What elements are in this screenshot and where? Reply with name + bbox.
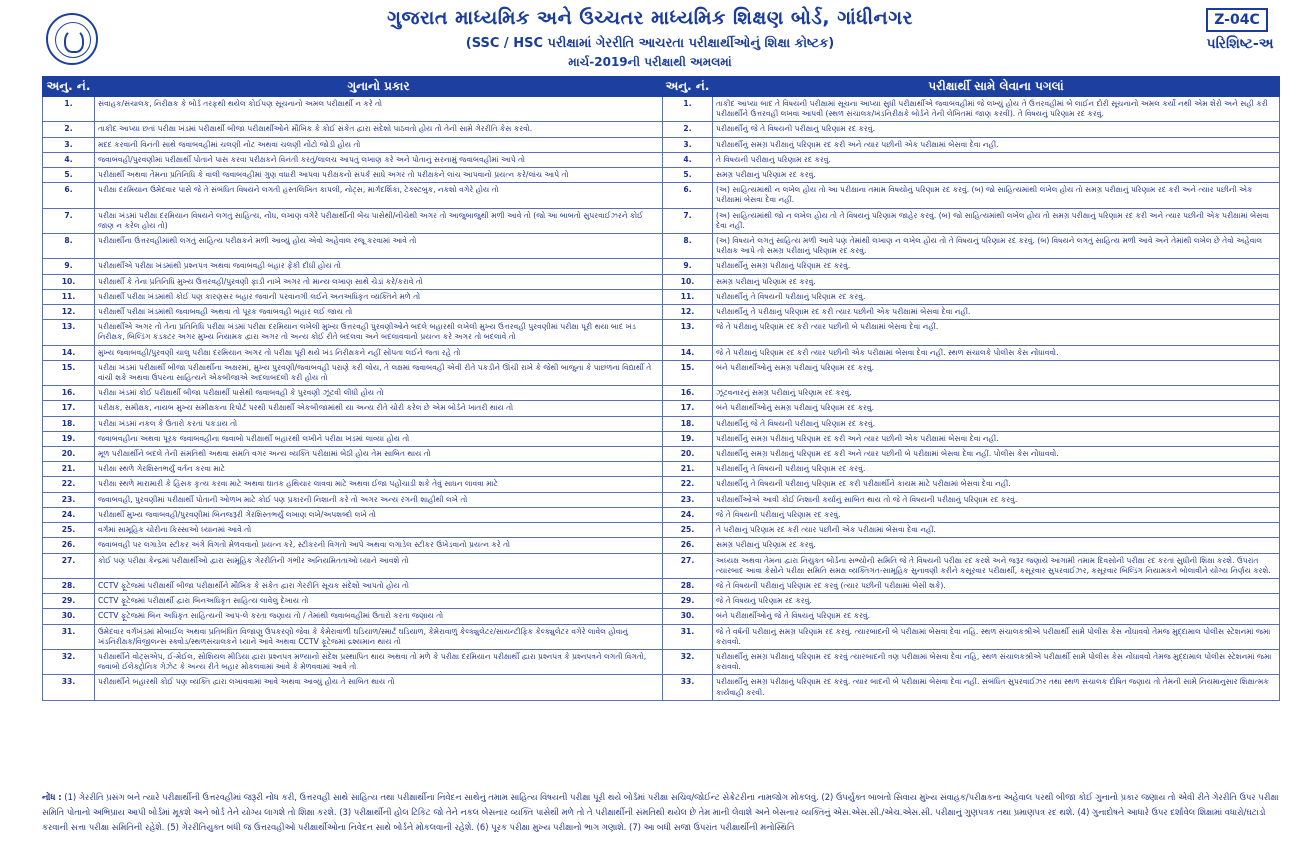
row-action-text: બંને પરીક્ષાર્થીઓનું સમગ્ર પરીક્ષાનું પરિણામ રદ કરવું. [713,401,1280,416]
table-row [43,507,1280,522]
row-serial-no: 33. [43,675,95,700]
row-offence-text: ઉમેદવાર વર્ગખંડમાં મોબાઈલ અથવા પ્રતિબંધિત વિજાણુ ઉપકરણો જેવા કે કેમેરાવાળી ઘડિયાળ/સ્માર્ટ ઘડિયાળ, કેમેરાવાળું કેલ્ક્યુલેટર/સાયન્ટીફિક કેલ્ક્યુલેટર વગેરે લાવેલ હોવાનું ખંડનિરીક્ષક/વિજીલન્સ સ્ક્વોડ/સ્થળસંચાલકને ધ્યાને આવે અથવા CCTV ફૂટેજમાં દ્રશ્યમાન થાય તો [95,624,663,649]
row-offence-text: પરીક્ષા ખંડમાં નકલ કે ઉતારો કરતાં પકડાય તો [95,416,663,431]
header-action-taken: પરીક્ષાર્થી સામે લેવાના પગલાં [713,77,1280,97]
row-serial-no: 27. [43,553,95,578]
row-serial-no: 15. [43,360,95,385]
table-row [43,401,1280,416]
row-serial-no-2: 32. [663,649,713,674]
row-serial-no: 32. [43,649,95,674]
row-serial-no-2: 14. [663,345,713,360]
row-serial-no-2: 1. [663,97,713,122]
row-action-text: તે પરીક્ષાનું પરિણામ રદ કરી ત્યાર પછીની એક પરીક્ષામાં બેસવા દેવા નહીં. [713,523,1280,538]
table-row [43,462,1280,477]
table-row [43,208,1280,233]
row-serial-no-2: 15. [663,360,713,385]
effective-date: માર્ચ-2019ની પરીક્ષાથી અમલમાં [568,55,732,69]
row-offence-text: CCTV ફૂટેજમાં પરીક્ષાર્થી બીજા પરીક્ષાર્થીને મૌખિક કે સંકેત દ્વારા ગેરરીતિ સૂચક સંદેશો આપતો હોય તો [95,578,663,593]
row-serial-no-2: 29. [663,594,713,609]
row-offence-text: પરીક્ષા સ્થળે ગેરશિસ્તભર્યું વર્તન કરવા માટે [95,462,663,477]
row-offence-text: CCTV ફૂટેજમાં બિન અધિકૃત સાહિત્યની આપ-લે કરતા જણાય તો / તેમાંથી જવાબવહીમાં ઉતારો કરતા જણાય તો [95,609,663,624]
row-serial-no-2: 11. [663,289,713,304]
row-serial-no-2: 8. [663,234,713,259]
row-serial-no-2: 28. [663,578,713,593]
row-offence-text: જવાબવહીના અથવા પૂરક જવાબવહીના જવાબો પરીક્ષાર્થી બહારથી લખીને પરીક્ષા ખંડમાં લાવ્યા હોય તો [95,431,663,446]
table-row [43,609,1280,624]
row-action-text: અધ્યક્ષ અથવા તેમના દ્વારા નિયુક્ત બોર્ડના સભ્યોની સમિતિ જે તે વિષયની પરીક્ષા રદ કરશે અને જરૂર જણાયે આગામી તમામ દિવસોની પરીક્ષા રદ કરતાં સુધીની શિક્ષા કરશે. ઉપરાંત ત્યારબાદ આવા કેસોને પરીક્ષા સમિતિ સમક્ષ વ્યક્તિગત-સામૂહિક સુનાવણી કરીને કસૂરવાર પરીક્ષાર્થી, કસૂરવાર સુપરવાઈઝર, કસૂરવાર બિલ્ડિંગ નિયામકને બોલાવીને યોગ્ય નિર્ણય કરશે. [713,553,1280,578]
table-row [43,578,1280,593]
row-serial-no: 25. [43,523,95,538]
table-header-row [43,77,1280,97]
row-action-text: પરીક્ષાર્થીનું સમગ્ર પરીક્ષાનું પરિણામ રદ કરવું. ત્યાર બાદની બે પરીક્ષામાં બેસવા દેવા નહીં. સંબંધિત સુપરવાઈઝર તથા સ્થળ સંચાલક દોષિત જણાય તો તેમની સામે નિયમાનુસાર શિક્ષાત્મક કાર્યવાહી કરવી. [713,675,1280,700]
row-serial-no: 31. [43,624,95,649]
row-action-text: જે તે વિષયનું પરિણામ રદ કરવું. [713,594,1280,609]
row-serial-no: 16. [43,386,95,401]
row-serial-no: 24. [43,507,95,522]
row-serial-no: 11. [43,289,95,304]
row-offence-text: વર્ગમાં સામૂહિક ચોરીના કિસ્સાઓ ધ્યાનમાં આવે તો [95,523,663,538]
row-serial-no-2: 18. [663,416,713,431]
appendix-label: પરિશિષ્ટ-અ [1206,36,1274,52]
row-serial-no: 23. [43,492,95,507]
row-serial-no-2: 33. [663,675,713,700]
row-action-text: પરીક્ષાર્થીનું તે વિષયની પરીક્ષાનું પરિણામ રદ કરવું. [713,462,1280,477]
table-row [43,305,1280,320]
row-action-text: જે તે વિષયની પરીક્ષાનું પરિણામ રદ કરવું. [713,507,1280,522]
row-offence-text: મદદ કરવાની વિનંતી સાથે જવાબવહીમાં ચલણી નોટ અથવા ચલણી નોટો જોડી હોય તો [95,137,663,152]
row-action-text: પરીક્ષાર્થીનું સમગ્ર પરીક્ષાનું પરિણામ રદ કરવું. [713,259,1280,274]
row-offence-text: પરીક્ષાર્થી મુખ્ય જવાબવહી/પુરવણીમાં બિનજરૂરી ગેરશિસ્તભર્યું લખાણ લખે/અપશબ્દો લખે તો [95,507,663,522]
table-row [43,152,1280,167]
row-offence-text: પરીક્ષાર્થી પરીક્ષા ખંડમાંથી કોઈ પણ કારણસર બહાર જવાની પરવાનગી લઈને અનઅધિકૃત વ્યક્તિને મળે તો [95,289,663,304]
notes-section [42,790,1279,835]
document-header [0,0,1316,72]
row-serial-no-2: 16. [663,386,713,401]
row-serial-no-2: 2. [663,122,713,137]
row-action-text: બંને પરીક્ષાર્થીઓનું સમગ્ર પરીક્ષાનું પરિણામ રદ કરવું. [713,360,1280,385]
row-serial-no: 4. [43,152,95,167]
row-offence-text: પરીક્ષક, સમીક્ષક, નાયબ મુખ્ય સમીક્ષકના રિપોર્ટ પરથી પરીક્ષાર્થી એકબીજામાંથી યા અન્ય રીતે ચોરી કરેલ છે એમ બોર્ડને ખાતરી થાય તો [95,401,663,416]
table-row [43,97,1280,122]
row-serial-no: 13. [43,320,95,345]
row-serial-no-2: 13. [663,320,713,345]
row-offence-text: પરીક્ષાર્થીને વોટ્સએપ, ઈ-મેઈલ, સોશિયલ મીડિયા દ્વારા પ્રશ્નપત્ર મળ્યાનો સંદેશ પ્રસ્થાપિત થાય અથવા તો મળે કે પરીક્ષા દરમિયાન પરીક્ષાર્થી દ્વારા પ્રશ્નપત્ર કે પ્રશ્નપત્રને લગતી વિગતો, જવાબો ઈલેક્ટ્રોનિક ગેઝેટ કે અન્ય રીતે બહાર મોકલવામાં આવે કે મેળવવામાં આવે તો [95,649,663,674]
row-action-text: સમગ્ર પરીક્ષાનું પરિણામ રદ કરવું. [713,168,1280,183]
header-serial-no: અનુ. નં. [43,77,95,97]
row-offence-text: પરીક્ષા ખંડમાં કોઈ પરીક્ષાર્થી બીજા પરીક્ષાર્થી પાસેથી જવાબવહી કે પુરવણી ઝૂંટવી લીધી હોય તો [95,386,663,401]
row-action-text: પરીક્ષાર્થીનું જે તે વિષયની પરીક્ષાનું પરિણામ રદ કરવું. [713,416,1280,431]
table-row [43,447,1280,462]
table-row [43,274,1280,289]
table-row [43,168,1280,183]
row-action-text: પરીક્ષાર્થીનું સમગ્ર પરીક્ષાનું પરિણામ રદ કરવું ત્યારબાદની ત્રણ પરીક્ષામાં બેસવા દેવા નહિ, સ્થળ સંચાલકશ્રીએ પરીક્ષાર્થી સામે પોલીસ કેસ નોંધાવવો તેમજ મુદ્દામાલ પોલીસ સ્ટેશનમાં જમા કરાવવો. [713,649,1280,674]
row-action-text: સમગ્ર પરીક્ષાનું પરિણામ રદ કરવું. [713,538,1280,553]
row-serial-no: 21. [43,462,95,477]
row-offence-text: મુખ્ય જવાબવહી/પુરવણી ચાલુ પરીક્ષા દરમિયાન અગર તો પરીક્ષા પૂરી થયે ખંડ નિરીક્ષકને નહીં સોંપતા લઈને જતા રહે તો [95,345,663,360]
row-serial-no: 7. [43,208,95,233]
row-offence-text: પરીક્ષાર્થીએ અગર તો તેના પ્રતિનિધિ પરીક્ષા ખંડમાં પરીક્ષા દરમિયાન લખેલી મુખ્ય ઉત્તરવહી પુરવણીઓને બદલે બહારથી લખેલી મુખ્ય ઉત્તરવહી પુરવણીમાં પરીક્ષા પૂરી થયા બાદ ખંડ નિરીક્ષક, બિલ્ડિંગ કંડક્ટર અગર મુખ્ય નિયામક દ્વારા અગર તો અન્ય કોઈ રીતે બદલવા અને બદલાવવાનો પ્રયત્ન કરે અગર તો બદલાવે તો [95,320,663,345]
penalty-table-wrapper [42,76,1279,701]
row-serial-no-2: 4. [663,152,713,167]
row-offence-text: પરીક્ષા દરમિયાન ઉમેદવાર પાસે જે તે સંબંધિત વિષયને લગતી હસ્તલિખિત કાપલી, નોટ્સ, માર્ગદર્શિકા, ટેક્સ્ટબુક, નકશો વગેરે હોય તો [95,183,663,208]
table-row [43,259,1280,274]
row-action-text: પરીક્ષાર્થીનું સમગ્ર પરીક્ષાનું પરિણામ રદ કરી અને ત્યાર પછીની એક પરીક્ષામાં બેસવા દેવા નહીં. [713,431,1280,446]
row-offence-text: પરીક્ષાર્થી અથવા તેમના પ્રતિનિધિ કે વાલી જવાબવહીમાં ગુણ વધારી આપવા પરીક્ષકનો સંપર્ક સાધે અગર તો પરીક્ષકને લાંચ આપવાનો પ્રયત્ન કરે/લાંચ આપે તો [95,168,663,183]
table-row [43,386,1280,401]
row-serial-no-2: 23. [663,492,713,507]
table-row [43,523,1280,538]
row-action-text: જે તે પરીક્ષાનું પરિણામ રદ કરી ત્યાર પછીની એક પરીક્ષામાં બેસવા દેવા નહીં. સ્થળ સંચાલકે પોલીસ કેસ નોંધાવવો. [713,345,1280,360]
row-serial-no: 30. [43,609,95,624]
row-serial-no: 10. [43,274,95,289]
table-row [43,431,1280,446]
row-action-text: પરીક્ષાર્થીઓએ આવી કોઈ નિશાની કર્યાનું સાબિત થાય તો જે તે વિષયની પરીક્ષાનું પરિણામ રદ કરવું. [713,492,1280,507]
row-action-text: તાકીદ આપ્યા બાદ તે વિષયની પરીક્ષામાં સૂચના આપ્યા સુધી પરીક્ષાર્થીએ જવાબવહીમાં જે લખ્યું હોય તે ઉત્તરવહીમાં બે લાઈન દોરી સૂચનાનો અમલ કર્યો નથી એમ શેરો અને સહી કરી પરીક્ષાર્થીને ઉત્તરવહી લખવા આપવી (સ્થળ સંચાલક/ખંડનિરીક્ષકે બોર્ડને તેની લેખિતમાં જાણ કરવી). તે વિષયનું પરિણામ રદ કરવું. [713,97,1280,122]
row-serial-no: 17. [43,401,95,416]
row-action-text: જે તે પરીક્ષાનું પરિણામ રદ કરી ત્યાર પછીની બે પરીક્ષામાં બેસવા દેવા નહીં. [713,320,1280,345]
table-row [43,122,1280,137]
row-serial-no-2: 9. [663,259,713,274]
row-serial-no-2: 12. [663,305,713,320]
row-offence-text: CCTV ફૂટેજમાં પરીક્ષાર્થી દ્વારા બિનઅધિકૃત સાહિત્ય લાવેલું દેખાય તો [95,594,663,609]
table-row [43,289,1280,304]
header-serial-no-2: અનુ. નં. [663,77,713,97]
row-offence-text: પરીક્ષાર્થીએ પરીક્ષા ખંડમાંથી પ્રશ્નપત્ર અથવા જવાબવહી બહાર ફેંકી દીધી હોય તો [95,259,663,274]
row-serial-no-2: 31. [663,624,713,649]
header-offence-type: ગુનાનો પ્રકાર [95,77,663,97]
row-offence-text: મૂળ પરીક્ષાર્થીને બદલે તેની સંમતિથી અથવા સંમતિ વગર અન્ય વ્યક્તિ પરીક્ષામાં બેઠી હોય તેમ સાબિત થાય તો [95,447,663,462]
document-subtitle: (SSC / HSC પરીક્ષામાં ગેરરીતિ આચરતા પરીક્ષાર્થીઓનું શિક્ષા કોષ્ટક) [465,36,835,51]
row-serial-no: 18. [43,416,95,431]
row-offence-text: પરીક્ષાર્થી પરીક્ષા ખંડમાંથી જવાબવહી અથવા તો પૂરક જવાબવહી બહાર લઈ જાય તો [95,305,663,320]
row-serial-no: 3. [43,137,95,152]
table-row [43,538,1280,553]
table-row [43,137,1280,152]
row-serial-no-2: 27. [663,553,713,578]
row-action-text: જે તે વિષયની પરીક્ષાનું પરિણામ રદ કરવું (ત્યાર પછીની પરીક્ષામાં બેસી શકે). [713,578,1280,593]
row-serial-no: 29. [43,594,95,609]
row-action-text: જે તે વર્ષની પરીક્ષાનું સમગ્ર પરિણામ રદ કરવું. ત્યારબાદની બે પરીક્ષામાં બેસવા દેવા નહિ. સ્થળ સંચાલકશ્રીએ પરીક્ષાર્થી સામે પોલીસ કેસ નોંધાવવો તેમજ મુદ્દામાલ પોલીસ સ્ટેશનમાં જમા કરાવવો. [713,624,1280,649]
row-serial-no-2: 22. [663,477,713,492]
row-offence-text: જવાબવહી, પુરવણીમાં પરીક્ષાર્થી પોતાની ઓળખ માટે કોઈ પણ પ્રકારની નિશાની કરે તો અગર અન્ય રંગની શાહીથી લખે તો [95,492,663,507]
row-action-text: તે વિષયની પરીક્ષાનું પરિણામ રદ કરવું. [713,152,1280,167]
row-action-text: પરીક્ષાર્થીનું સમગ્ર પરીક્ષાનું પરિણામ રદ કરી અને ત્યાર પછીની બે પરીક્ષામાં બેસવા દેવા નહીં. પોલીસ કેસ નોંધાવવો. [713,447,1280,462]
row-serial-no-2: 20. [663,447,713,462]
row-action-text: બંને પરીક્ષાર્થીઓનું જે તે વિષયનું પરિણામ રદ કરવું. [713,609,1280,624]
table-row [43,360,1280,385]
table-row [43,183,1280,208]
row-action-text: પરીક્ષાર્થીનું તે વિષયની પરીક્ષાનું પરિણામ રદ કરવું. [713,289,1280,304]
row-offence-text: પરીક્ષા ખંડમાં પરીક્ષાર્થી બીજા પરીક્ષાર્થીના અક્ષરમાં, મુખ્ય પુરવણી/જવાબવહી પરાણે કરી લોય, તે લક્ષમાં જવાબવહી એવી રીતે પકડીને ઊંચી રાખે કે જેથી બાજુના કે પાછળના વિદ્યાર્થી તે વાંચી શકે અથવા ઉપરના સાહિત્યને એકબીજાએ અદલાબદલી કરી હોય તો [95,360,663,385]
row-action-text: (અ) વિષયને લગતું સાહિત્ય મળી આવે પણ તેમાંથી લખાણ ન લખેલ હોય તો તે વિષયનું પરિણામ રદ કરવું. (બ) વિષયને લગતું સાહિત્ય મળી આવે અને તેમાંથી લખેલ છે તેવો અહેવાલ પરીક્ષક આપે તો સમગ્ર પરીક્ષાનું પરિણામ રદ કરવું. [713,234,1280,259]
row-serial-no: 12. [43,305,95,320]
row-serial-no: 6. [43,183,95,208]
row-action-text: (અ) સાહિત્યમાંથી ન લખેલ હોય તો આ પરીક્ષાના તમામ વિષયોનું પરિણામ રદ કરવું. (બ) જો સાહિત્યમાંથી લખેલ હોય તો સમગ્ર પરીક્ષાનું પરિણામ રદ કરી અને ત્યાર પછીની એક પરીક્ષામાં બેસવા દેવા નહીં. [713,183,1280,208]
table-row [43,594,1280,609]
row-serial-no-2: 30. [663,609,713,624]
row-offence-text: પરીક્ષા ખંડમાં પરીક્ષા દરમિયાન વિષયને લગતું સાહિત્ય, નોંધ, લખાણ વગેરે પરીક્ષાર્થીની બેંચ પાસેથી/નીચેથી અગર તો આજુબાજુથી મળી આવે તો (જો આ બાબતો સુપરવાઈઝરને કોઈ જાણ ન કરેલ હોય તો) [95,208,663,233]
row-action-text: પરીક્ષાર્થીનું સમગ્ર પરીક્ષાનું પરિણામ રદ કરી અને ત્યાર પછીની એક પરીક્ષામાં બેસવા દેવા નહીં. [713,137,1280,152]
row-offence-text: પરીક્ષાર્થીને બહારથી કોઈ પણ વ્યક્તિ દ્વારા લખાવવામાં આવે અથવા આવ્યું હોય તે સાબિત થાય તો [95,675,663,700]
board-title: ગુજરાત માધ્યમિક અને ઉચ્ચતર માધ્યમિક શિક્ષણ બોર્ડ, ગાંધીનગર [387,7,913,29]
row-offence-text: કોઈ પણ પરીક્ષા કેન્દ્રમાં પરીક્ષાર્થીઓ દ્વારા સામૂહિક ગેરરીતિની ગંભીર અનિયમિતતાઓ ધ્યાને આવશે તો [95,553,663,578]
board-seal-logo [46,13,98,65]
table-row [43,477,1280,492]
row-serial-no: 8. [43,234,95,259]
row-serial-no-2: 24. [663,507,713,522]
row-offence-text: પરીક્ષાર્થીના ઉત્તરવહીમાંથી લગતું સાહિત્ય પરીક્ષકને મળી આવ્યું હોય એવો અહેવાલ રજૂ કરવામાં આવે તો [95,234,663,259]
table-row [43,649,1280,674]
row-serial-no-2: 21. [663,462,713,477]
row-action-text: પરીક્ષાર્થીનું તે વિષયની પરીક્ષાનું પરિણામ રદ કરી પરીક્ષાર્થીને કાયમ માટે પરીક્ષામાં બેસવા દેવા નહીં. [713,477,1280,492]
row-serial-no: 22. [43,477,95,492]
table-row [43,234,1280,259]
row-serial-no: 9. [43,259,95,274]
table-row [43,553,1280,578]
row-serial-no: 5. [43,168,95,183]
row-action-text: પરીક્ષાર્થીનું તે પરીક્ષાનું પરિણામ રદ કરી ત્યાર પછીની એક પરીક્ષામાં બેસવા દેવા નહીં. [713,305,1280,320]
row-offence-text: જવાબવહી પર લગાડેલ સ્ટીકર અંગે વિગતો મેળવવાનો પ્રયત્ન કરે, સ્ટીકરની વિગતો આપે અથવા લગાડેલ સ્ટીકર ઉખેડવાનો પ્રયત્ન કરે તો [95,538,663,553]
row-serial-no: 19. [43,431,95,446]
row-offence-text: પરીક્ષાર્થી કે તેના પ્રતિનિધિ મુખ્ય ઉત્તરવહી/પુરવણી ફાડી નાખે અગર તો માન્ય લખાણ સાથે ચેડાં કરે/કરાવે તો [95,274,663,289]
penalty-table [42,76,1280,701]
row-serial-no: 2. [43,122,95,137]
table-row [43,624,1280,649]
table-row [43,345,1280,360]
row-offence-text: તાકીદ આપ્યા છતાં પરીક્ષા ખંડમાં પરીક્ષાર્થી બીજા પરીક્ષાર્થીઓને મૌખિક કે કોઈ સંકેત દ્વારા સંદેશો પાઠવતો હોય તો તેની સામે ગેરરીતિ કેસ કરવો. [95,122,663,137]
table-row [43,675,1280,700]
row-serial-no-2: 3. [663,137,713,152]
row-offence-text: જવાબવહી/પુરવણીમાં પરીક્ષાર્થી પોતાને પાસ કરવા પરીક્ષકને વિનંતી કરતું/લાલચ આપતું લખાણ કરે અને પોતાનું સરનામું જવાબવહીમાં આપે તો [95,152,663,167]
row-serial-no-2: 7. [663,208,713,233]
notes-label: નોંધ : [42,792,62,802]
row-offence-text: પરીક્ષા સ્થળે મારામારી કે હિંસક કૃત્ય કરવા માટે અથવા ઘાતક હથિયાર લાવવા માટે અથવા ઈજા પહોંચાડી શકે તેવું સાધન લાવવા માટે [95,477,663,492]
table-row [43,492,1280,507]
row-serial-no-2: 6. [663,183,713,208]
row-serial-no: 26. [43,538,95,553]
table-row [43,320,1280,345]
row-serial-no: 14. [43,345,95,360]
table-body [43,97,1280,701]
row-serial-no-2: 19. [663,431,713,446]
row-serial-no-2: 17. [663,401,713,416]
row-serial-no-2: 26. [663,538,713,553]
table-row [43,416,1280,431]
row-serial-no-2: 5. [663,168,713,183]
row-serial-no: 20. [43,447,95,462]
row-action-text: (અ) સાહિત્યમાંથી જો ન લખેલ હોય તો તે વિષયનું પરિણામ જાહેર કરવું. (બ) જો સાહિત્યમાંથી લખેલ હોય તો સમગ્ર પરીક્ષાનું પરિણામ રદ કરી અને ત્યાર પછીની એક પરીક્ષામાં બેસવા દેવા નહીં. [713,208,1280,233]
row-offence-text: સંવાહક/સંચાલક, નિરીક્ષક કે બોર્ડ તરફથી થયેલ કોઈપણ સૂચનાનો અમલ પરીક્ષાર્થી ન કરે તો [95,97,663,122]
row-serial-no-2: 10. [663,274,713,289]
row-action-text: પરીક્ષાર્થીનું જે તે વિષયની પરીક્ષાનું પરિણામ રદ કરવું. [713,122,1280,137]
row-serial-no: 1. [43,97,95,122]
form-code-box: Z-04C [1206,8,1268,32]
row-serial-no: 28. [43,578,95,593]
notes-text: (1) ગેરરીતિ પ્રસંગ બને ત્યારે પરીક્ષાર્થીની ઉત્તરવહીમાં જરૂરી નોંધ કરી, ઉત્તરવહી સાથે સાહિત્ય તથા પરીક્ષાર્થીના નિવેદન સાથેનું તમામ સાહિત્ય વિષયની પરીક્ષા પૂરી થયે બોર્ડમાં પરીક્ષા સચિવ/જોઈન્ટ સેક્રેટરીના નામજોગ મોકલવું. (2) ઉપર્યુક્ત બાબતો સિવાય મુખ્ય સંવાહક/પરીક્ષકના અહેવાલ પરથી બીજા કોઈ ગુનાનો પ્રકાર જણાય તો એવી રીતે ગેરરીતિ ઉપર પરીક્ષા સમિતિ પોતાનો અભિપ્રાય આપી બોર્ડમાં મૂકશે અને બોર્ડ તેને યોગ્ય લાગશે તો શિક્ષા કરશે. (3) પરીક્ષાર્થીની હોલ ટિકિટ જો તેને નકલ બેસનાર વ્યક્તિ પાસેથી મળે તો તે પરીક્ષાર્થીની સંમતિથી થયેલ છે તેમ માની લેવાશે અને બેસનાર વ્યક્તિનું એસ.એસ.સી./એચ.એસ.સી. પરીક્ષાનું ગુણપત્રક તથા પ્રમાણપત્ર રદ થશે. (4) ગુનાદોષને આધારે ઉપર દર્શાવેલ શિક્ષામાં વધારો/ઘટાડો કરવાની સત્તા પરીક્ષા સમિતિની રહેશે. (5) ગેરરીતિયુક્ત બધી જ ઉત્તરવહીઓ પરીક્ષાર્થીઓના નિવેદન સાથે બોર્ડને મોકલવાની રહેશે. (6) પૂરક પરીક્ષા મુખ્ય પરીક્ષાનો ભાગ ગણાશે. (7) આ બધી સજા ઉપરાંત પરીક્ષાર્થીની મનોસ્થિતિ [42,792,1279,832]
row-action-text: ઝૂંટવનારનું સમગ્ર પરીક્ષાનું પરિણામ રદ કરવું. [713,386,1280,401]
row-serial-no-2: 25. [663,523,713,538]
row-action-text: સમગ્ર પરીક્ષાનું પરિણામ રદ કરવું. [713,274,1280,289]
